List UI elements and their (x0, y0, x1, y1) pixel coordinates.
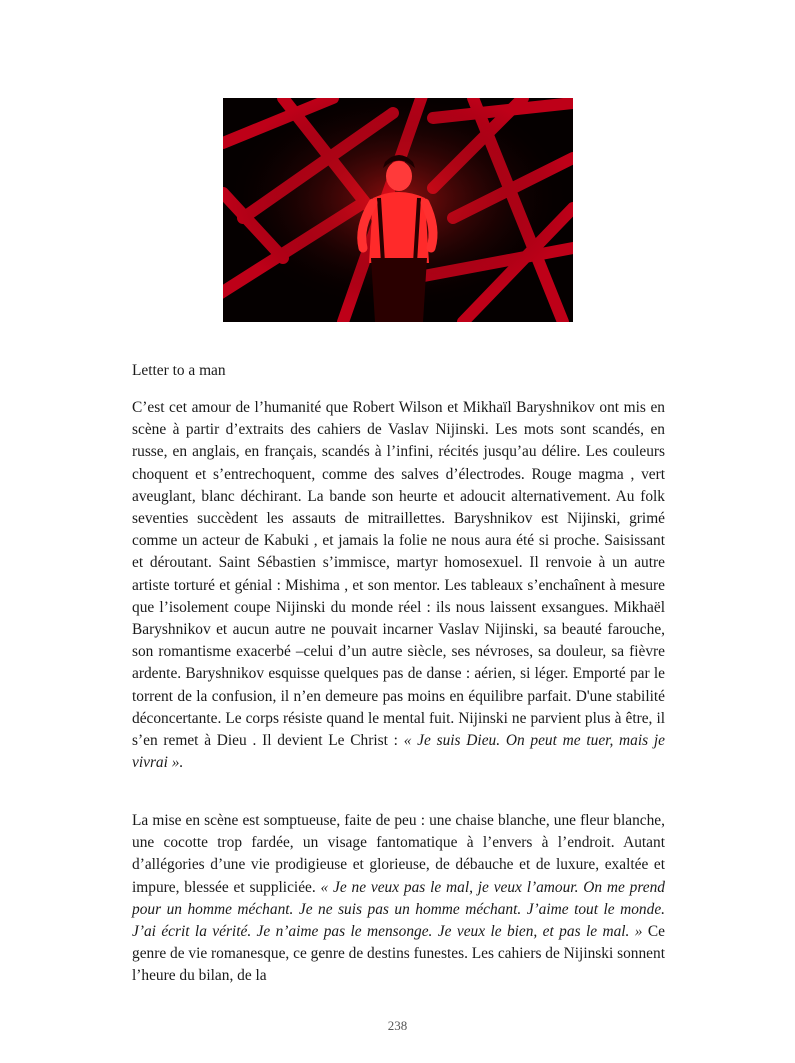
paragraph-2-quote: « Je ne veux pas le mal, je veux l’amour. On me prend pour un homme méchant. Je ne suis pas un homme méchant. J’aime tout le monde. J’ai écrit la vérité. Je n’aime pas le mensonge. Je veux le bien, et pas le mal. » (132, 878, 665, 941)
paragraph-2-text: La mise en scène est somptueuse, faite de peu : une chaise blanche, une fleur blanche, une cocotte trop fardée, un visage fantomatique à l’envers à l’endroit. Autant d’allégories d’une vie prodigieuse et glorieuse, de débauche et de luxure, exaltée et impure, blessée et suppliciée. (132, 812, 665, 896)
stage-photo-icon (223, 98, 573, 322)
paragraph-1-text: C’est cet amour de l’humanité que Robert Wilson et Mikhaïl Baryshnikov ont mis en scène à partir d’extraits des cahiers de Vaslav Nijinski. Les mots sont scandés, en russe, en anglais, en français, scandés à l’infini, récités jusqu’au délire. Les couleurs choquent et s’entrechoquent, comme des salves d’électrodes. Rouge magma , vert aveuglant, blanc déchirant. La bande son heurte et adoucit alternativement. Au folk seventies succèdent les assauts de mitraillettes. Baryshnikov est Nijinski, grimé comme un acteur de Kabuki , et jamais la folie ne nous aura été si proche. Saisissant et déroutant. Saint Sébastien s’immisce, martyr homosexuel. Il renvoie à un autre artiste torturé et génial : Mishima , et son mentor. Les tableaux s’enchaînent à mesure que l’isolement coupe Nijinski du monde réel : ils nous laissent exsangues. Mikhaël Baryshnikov et aucun autre ne pouvait incarner Vaslav Nijinski, sa beauté farouche, son romantisme exacerbé –celui d’un autre siècle, ses névroses, sa douleur, sa fièvre ardente. Baryshnikov esquisse quelques pas de danse : aérien, si léger. Emporté par le torrent de la confusion, il n’en demeure pas moins en équilibre parfait. D'une stabilité déconcertante. Le corps résiste quand le mental fuit. Nijinski ne parvient plus à être, il s’en remet à Dieu . Il devient Le Christ : (132, 399, 665, 750)
paragraph-2-tail: Ce genre de vie romanesque, ce genre de destins funestes. Les cahiers de Nijinski sonnent l’heure du bilan, de la (132, 923, 665, 985)
paragraph-1 (132, 397, 665, 774)
paragraph-1-quote: « Je suis Dieu. On peut me tuer, mais je vivrai ». (132, 732, 665, 772)
paragraph-2 (132, 810, 665, 988)
page-number: 238 (387, 1018, 408, 1033)
section-heading: Letter to a man (132, 362, 226, 379)
stage-photo (223, 98, 573, 322)
